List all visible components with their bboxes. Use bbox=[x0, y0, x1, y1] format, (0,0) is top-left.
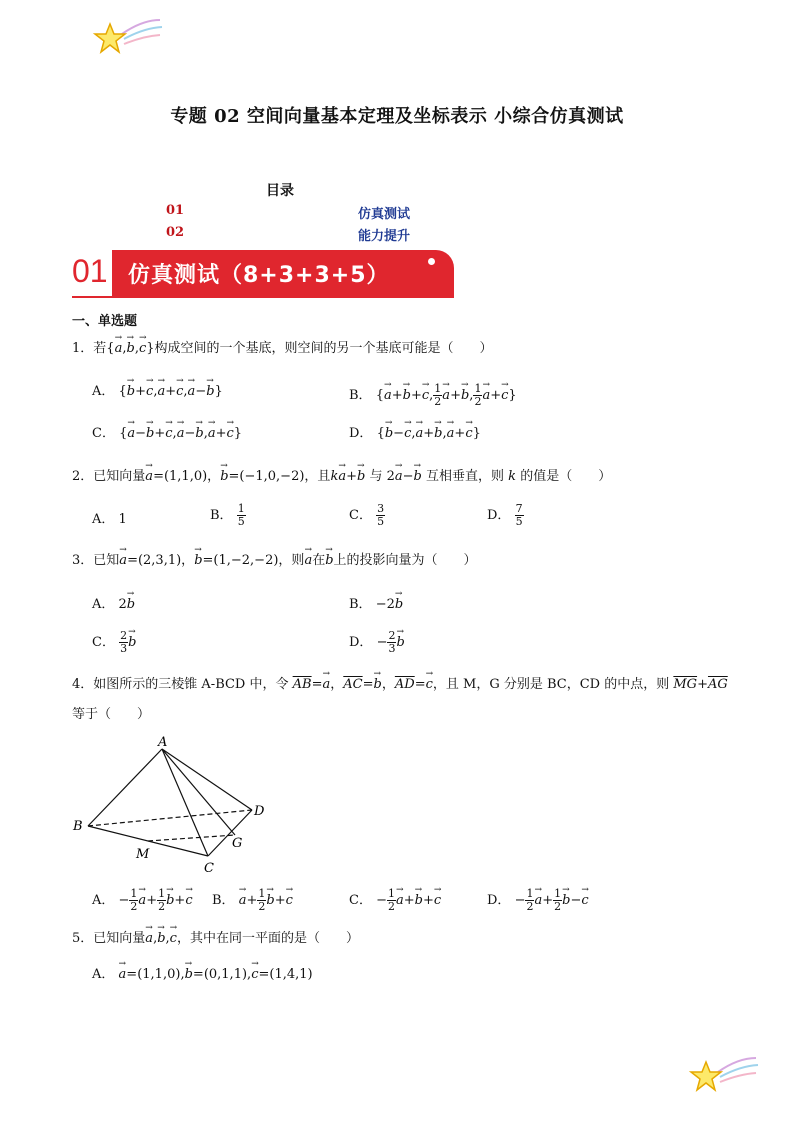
star-decoration-icon bbox=[92, 14, 164, 60]
q4-option-a[interactable]: A． − $\frac{1}{2}$ → a+ $\frac{1}{2}$ → b+→ c bbox=[92, 888, 193, 913]
q3-option-a[interactable]: A． 2→ b bbox=[92, 596, 135, 614]
q3-option-c[interactable]: C． $\frac{2}{3}$ → b bbox=[92, 630, 136, 655]
toc-item-number: 01 bbox=[166, 203, 185, 218]
q2-option-b[interactable]: B． $\frac{1}{5}$ bbox=[210, 502, 245, 528]
q1-option-b[interactable]: B． {→ a+→ b+→ c, $\frac{1}{2}$ → a+→ b, $\frac{1}{2}$ → a+→ c} bbox=[349, 383, 517, 408]
q3-option-b[interactable]: B． −2→ b bbox=[349, 596, 403, 614]
point-label-m: M bbox=[136, 847, 150, 862]
tetrahedron-figure bbox=[70, 732, 280, 880]
toc-heading: 目录 bbox=[266, 183, 294, 199]
question-4-cont: 等于（ ） bbox=[72, 707, 151, 722]
toc-item-link[interactable]: 能力提升 bbox=[358, 229, 411, 244]
q3-option-d[interactable]: D． − $\frac{2}{3}$ → b bbox=[349, 630, 405, 655]
question-2: 2．已知向量→ a=(1,1,0)，→ b=(−1,0,−2)，且k→ a+→ b 与 2→ a−→ b 互相垂直，则 k 的值是（ ） bbox=[72, 468, 611, 486]
toc-item-link[interactable]: 仿真测试 bbox=[358, 207, 411, 222]
q4-option-d[interactable]: D． − $\frac{1}{2}$ → a+ $\frac{1}{2}$ → b−→ c bbox=[487, 888, 589, 913]
vertex-label-b: B bbox=[73, 819, 83, 834]
question-3: 3．已知→ a=(2,3,1)，→ b=(1,−2,−2)，则→ a在→ b上的投影向量为（ ） bbox=[72, 552, 477, 570]
q2-option-a[interactable]: A． 1 bbox=[92, 512, 127, 527]
vertex-label-a: A bbox=[158, 735, 168, 750]
question-4: 4．如图所示的三棱锥 A-BCD 中，令 $\overline{AB}=\to a$，$\overline{AC}=\to b$，$\overline{AD}=\to c$，且 M，G 分别是 BC，CD 的中点，则 $\overline{MG}+\overline{AG}$ bbox=[72, 676, 728, 694]
q4-option-b[interactable]: B． → a+ $\frac{1}{2}$ → b+→ c bbox=[212, 888, 293, 913]
q5-option-a[interactable]: A． → a=(1,1,0),→ b=(0,1,1),→ c=(1,4,1) bbox=[92, 966, 313, 984]
point-label-g: G bbox=[232, 836, 243, 851]
section-banner-number: 01 bbox=[72, 253, 108, 289]
section-banner-title: 仿真测试（8+3+3+5） bbox=[128, 263, 390, 288]
star-decoration-icon bbox=[688, 1052, 760, 1098]
toc-item-number: 02 bbox=[166, 225, 185, 240]
q1-option-d[interactable]: D． {→ b−→ c,→ a+→ b,→ a+→ c} bbox=[349, 425, 481, 443]
section-heading: 一、单选题 bbox=[72, 314, 138, 329]
q4-option-c[interactable]: C． − $\frac{1}{2}$ → a+→ b+→ c bbox=[349, 888, 441, 913]
q2-option-d[interactable]: D． $\frac{7}{5}$ bbox=[487, 502, 523, 528]
question-5: 5．已知向量→ a,→ b,→ c，其中在同一平面的是（ ） bbox=[72, 930, 359, 948]
page-title: 专题 02 空间向量基本定理及坐标表示 小综合仿真测试 bbox=[170, 106, 624, 127]
question-1: 1．若{→ a,→ b,→ c}构成空间的一个基底，则空间的另一个基底可能是（ ） bbox=[72, 340, 493, 358]
vertex-label-c: C bbox=[204, 861, 214, 876]
q1-option-a[interactable]: A． {→ b+→ c,→ a+→ c,→ a−→ b} bbox=[92, 383, 223, 401]
banner-dot bbox=[428, 258, 435, 265]
q2-option-c[interactable]: C． $\frac{3}{5}$ bbox=[349, 502, 385, 528]
q1-option-c[interactable]: C． {→ a−→ b+→ c,→ a−→ b,→ a+→ c} bbox=[92, 425, 242, 443]
banner-underline bbox=[72, 296, 454, 298]
vertex-label-d: D bbox=[254, 804, 265, 819]
